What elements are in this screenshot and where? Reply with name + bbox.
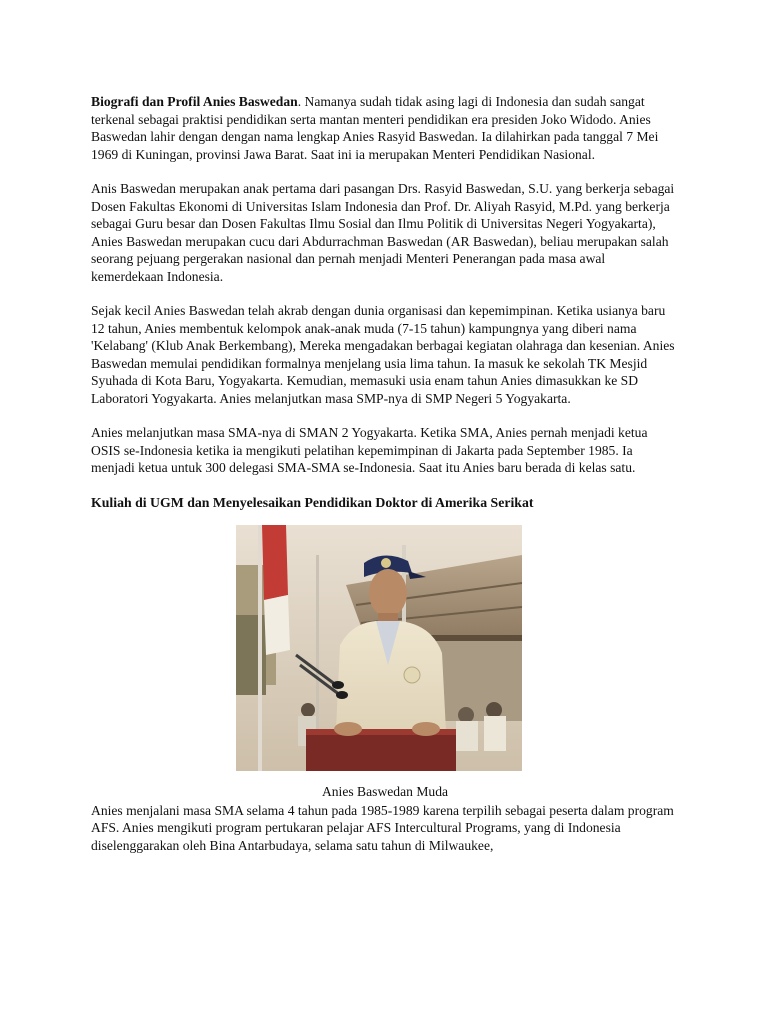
paragraph-childhood: Sejak kecil Anies Baswedan telah akrab dengan dunia organisasi dan kepemimpinan. Ketika usianya baru 12 tahun, Anies membentuk kelompok anak-anak muda (7-15 tahun) kampungnya yang diberi nama 'Kelabang' (Klub Anak Berkembang), Mereka mengadakan berbagai kegiatan olahraga dan kesenian. Anies Baswedan memulai pendidikan formalnya menjelang usia lima tahun. Ia masuk ke sekolah TK Mesjid Syuhada di Kota Baru, Yogyakarta. Kemudian, memasuki usia enam tahun Anies dimasukkan ke SD Laboratori Yogyakarta. Anies melanjutkan masa SMP-nya di SMP Negeri 5 Yogyakarta. <box>91 303 675 406</box>
paragraph-afs: Anies menjalani masa SMA selama 4 tahun pada 1985-1989 karena terpilih sebagai peserta dalam program AFS. Anies mengikuti program pertukaran pelajar AFS Intercultural Programs, yang di Indonesia diselenggarakan oleh Bina Antarbudaya, selama satu tahun di Milwaukee, <box>91 802 674 853</box>
intro-text: . Namanya sudah tidak asing lagi di Indonesia dan sudah sangat terkenal sebagai praktisi pendidikan serta mantan menteri pendidikan era presiden Joko Widodo. Anies Baswedan lahir dengan dengan nama lengkap Anies Rasyid Baswedan. Ia dilahirkan pada tanggal 7 Mei 1969 di Kuningan, provinsi Jawa Barat. Saat ini ia merupakan Menteri Pendidikan Nasional. <box>91 94 659 162</box>
photo-anies-young <box>236 525 522 771</box>
intro-title: Biografi dan Profil Anies Baswedan <box>91 94 298 109</box>
intro-paragraph <box>91 93 679 163</box>
section-heading: Kuliah di UGM dan Menyelesaikan Pendidikan Doktor di Amerika Serikat <box>91 494 534 510</box>
photo-caption: Anies Baswedan Muda <box>321 784 449 799</box>
paragraph-family: Anis Baswedan merupakan anak pertama dari pasangan Drs. Rasyid Baswedan, S.U. yang berkerja sebagai Dosen Fakultas Ekonomi di Universitas Islam Indonesia dan Prof. Dr. Aliyah Rasyid, M.Pd. yang berkerja sebagai Guru besar dan Dosen Fakultas Ilmu Sosial dan Ilmu Politik di Universitas Negeri Yogyakarta), Anies Baswedan merupakan cucu dari Abdurrachman Baswedan (AR Baswedan), beliau merupakan salah seorang pejuang pergerakan nasional dan pernah menjadi Menteri Penerangan pada masa awal kemerdekaan Indonesia. <box>91 181 675 284</box>
document-body <box>91 93 679 854</box>
paragraph-highschool: Anies melanjutkan masa SMA-nya di SMAN 2 Yogyakarta. Ketika SMA, Anies pernah menjadi ketua OSIS se-Indonesia ketika ia mengikuti pelatihan kepemimpinan di Jakarta pada September 1985. Ia menjadi ketua untuk 300 delegasi SMA-SMA se-Indonesia. Saat itu Anies baru berada di kelas satu. <box>91 425 648 475</box>
photo-illustration <box>236 525 522 771</box>
